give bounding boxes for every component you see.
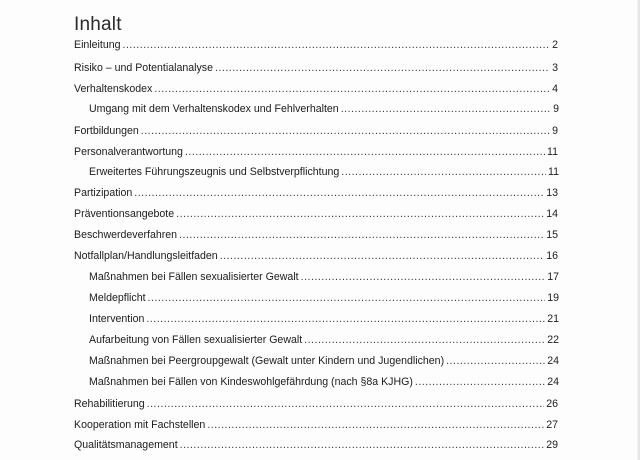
- toc-dot-leader: [215, 61, 550, 75]
- toc-entry[interactable]: [74, 207, 558, 221]
- toc-entry[interactable]: [89, 354, 559, 368]
- toc-entry[interactable]: [89, 102, 559, 116]
- toc-dot-leader: [146, 312, 545, 326]
- toc-dot-leader: [446, 354, 545, 368]
- toc-page-number: 22: [547, 334, 559, 346]
- toc-dot-leader: [304, 333, 545, 347]
- toc-page-number: 13: [546, 187, 558, 199]
- toc-page-number: 27: [546, 419, 558, 431]
- toc-entry[interactable]: [74, 145, 558, 159]
- toc-page-number: 26: [546, 398, 558, 410]
- toc-entry-label: Notfallplan/Handlungsleitfaden: [74, 250, 218, 262]
- toc-entry[interactable]: [89, 291, 559, 305]
- toc-entry[interactable]: [74, 61, 558, 75]
- toc-entry-label: Partizipation: [74, 187, 133, 199]
- toc-page-number: 9: [552, 125, 558, 137]
- toc-page-number: 4: [552, 83, 558, 95]
- toc-dot-leader: [185, 145, 545, 159]
- toc-page-number: 21: [547, 313, 559, 325]
- toc-page-number: 16: [546, 250, 558, 262]
- toc-entry-label: Intervention: [89, 313, 145, 325]
- toc-entry[interactable]: [89, 375, 559, 389]
- toc-entry[interactable]: [74, 186, 558, 200]
- toc-dot-leader: [341, 165, 546, 179]
- toc-entry-label: Beschwerdeverfahren: [74, 229, 178, 241]
- toc-dot-leader: [220, 249, 544, 263]
- toc-entry-label: Maßnahmen bei Fällen von Kindeswohlgefährdung (nach §8a KJHG): [89, 376, 413, 388]
- toc-entry-label: Kooperation mit Fachstellen: [74, 419, 206, 431]
- toc-page-number: 9: [553, 103, 559, 115]
- toc-entry[interactable]: [74, 397, 558, 411]
- toc-entry[interactable]: [89, 312, 559, 326]
- toc-dot-leader: [123, 38, 551, 52]
- toc-dot-leader: [415, 375, 545, 389]
- toc-dot-leader: [341, 102, 551, 116]
- toc-page-number: 24: [547, 376, 559, 388]
- toc-page-number: 29: [546, 439, 558, 451]
- toc-dot-leader: [134, 186, 544, 200]
- toc-entry[interactable]: [74, 124, 558, 138]
- toc-dot-leader: [154, 82, 550, 96]
- toc-entry-label: Verhaltenskodex: [74, 83, 153, 95]
- toc-entry[interactable]: [89, 165, 559, 179]
- toc-entry-label: Präventionsangebote: [74, 208, 175, 220]
- toc-entry-label: Umgang mit dem Verhaltenskodex und Fehlverhalten: [89, 103, 339, 115]
- toc-entry-label: Fortbildungen: [74, 125, 139, 137]
- toc-page-number: 14: [546, 208, 558, 220]
- toc-page-number: 24: [547, 355, 559, 367]
- toc-dot-leader: [179, 228, 544, 242]
- toc-entry[interactable]: [74, 418, 558, 432]
- toc-dot-leader: [180, 438, 545, 452]
- toc-entry[interactable]: [74, 438, 558, 452]
- toc-page-number: 3: [552, 62, 558, 74]
- toc-entry-label: Meldepflicht: [89, 292, 146, 304]
- toc-entry-label: Einleitung: [74, 39, 121, 51]
- toc-dot-leader: [147, 397, 545, 411]
- toc-page-number: 17: [547, 271, 559, 283]
- toc-dot-leader: [301, 270, 546, 284]
- toc-entry-label: Personalverantwortung: [74, 146, 183, 158]
- toc-entry[interactable]: [89, 270, 559, 284]
- toc-entry[interactable]: [74, 249, 558, 263]
- toc-dot-leader: [148, 291, 546, 305]
- toc-dot-leader: [176, 207, 544, 221]
- toc-entry-label: Qualitätsmanagement: [74, 439, 178, 451]
- toc-entry[interactable]: [74, 38, 558, 52]
- toc-entry-label: Maßnahmen bei Fällen sexualisierter Gewalt: [89, 271, 299, 283]
- toc-entry[interactable]: [74, 82, 558, 96]
- toc-entry-label: Maßnahmen bei Peergroupgewalt (Gewalt unter Kindern und Jugendlichen): [89, 355, 445, 367]
- toc-entry-label: Rehabilitierung: [74, 398, 145, 410]
- toc-page-number: 19: [547, 292, 559, 304]
- toc-entry[interactable]: [89, 333, 559, 347]
- toc-entry[interactable]: [74, 228, 558, 242]
- toc-dot-leader: [141, 124, 550, 138]
- toc-entry-label: Aufarbeitung von Fällen sexualisierter Gewalt: [89, 334, 303, 346]
- toc-page-number: 11: [548, 166, 559, 178]
- toc-page-number: 11: [547, 146, 558, 158]
- toc-dot-leader: [207, 418, 544, 432]
- toc-heading: Inhalt: [74, 14, 122, 35]
- toc-page-number: 15: [546, 229, 558, 241]
- toc-entry-label: Erweitertes Führungszeugnis und Selbstverpflichtung: [89, 166, 340, 178]
- toc-entry-label: Risiko – und Potentialanalyse: [74, 62, 213, 74]
- toc-page-number: 2: [552, 39, 558, 51]
